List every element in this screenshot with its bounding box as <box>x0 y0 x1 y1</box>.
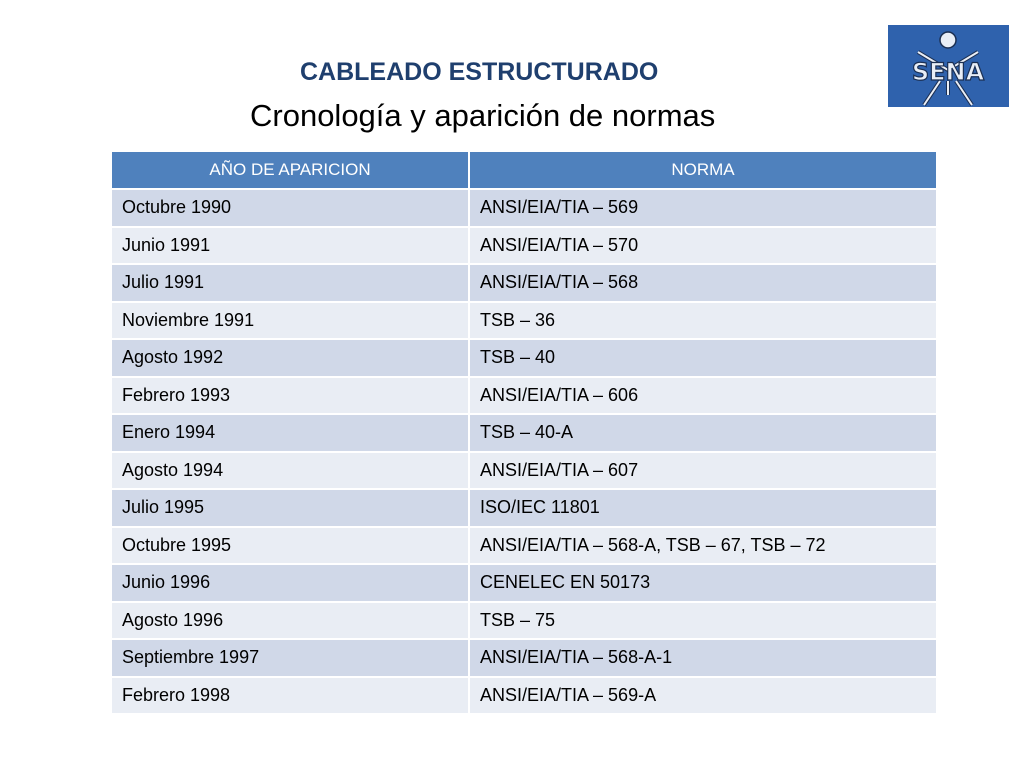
header-year: AÑO DE APARICION <box>112 152 469 189</box>
table-row <box>112 414 936 452</box>
cell-norm: TSB – 40 <box>469 339 936 377</box>
cell-year: Enero 1994 <box>112 414 469 452</box>
cell-year: Septiembre 1997 <box>112 639 469 677</box>
cell-year: Febrero 1993 <box>112 377 469 415</box>
sena-logo-icon <box>888 25 1009 107</box>
cell-norm: ANSI/EIA/TIA – 569 <box>469 189 936 227</box>
cell-norm: TSB – 36 <box>469 302 936 340</box>
cell-norm: TSB – 40-A <box>469 414 936 452</box>
cell-norm: ANSI/EIA/TIA – 607 <box>469 452 936 490</box>
cell-norm: ISO/IEC 11801 <box>469 489 936 527</box>
header-norm: NORMA <box>469 152 936 189</box>
cell-norm: TSB – 75 <box>469 602 936 640</box>
cell-year: Agosto 1996 <box>112 602 469 640</box>
cell-year: Julio 1995 <box>112 489 469 527</box>
table-row <box>112 189 936 227</box>
cell-norm: ANSI/EIA/TIA – 568 <box>469 264 936 302</box>
cell-year: Junio 1996 <box>112 564 469 602</box>
cell-norm: CENELEC EN 50173 <box>469 564 936 602</box>
cell-norm: ANSI/EIA/TIA – 570 <box>469 227 936 265</box>
slide-title: CABLEADO ESTRUCTURADO <box>300 58 659 86</box>
cell-norm: ANSI/EIA/TIA – 568-A-1 <box>469 639 936 677</box>
cell-year: Agosto 1992 <box>112 339 469 377</box>
cell-norm: ANSI/EIA/TIA – 568-A, TSB – 67, TSB – 72 <box>469 527 936 565</box>
table-row <box>112 452 936 490</box>
table-row <box>112 227 936 265</box>
table-row <box>112 489 936 527</box>
slide-subtitle: Cronología y aparición de normas <box>250 98 716 133</box>
cell-year: Febrero 1998 <box>112 677 469 715</box>
cell-year: Octubre 1995 <box>112 527 469 565</box>
cell-norm: ANSI/EIA/TIA – 569-A <box>469 677 936 715</box>
cell-year: Junio 1991 <box>112 227 469 265</box>
cell-year: Noviembre 1991 <box>112 302 469 340</box>
logo-text: SENA <box>911 58 985 86</box>
table-row <box>112 339 936 377</box>
table-row <box>112 639 936 677</box>
table-header-row <box>112 152 936 189</box>
table-row <box>112 527 936 565</box>
cell-norm: ANSI/EIA/TIA – 606 <box>469 377 936 415</box>
table-row <box>112 302 936 340</box>
table-row <box>112 264 936 302</box>
norms-table <box>112 152 936 715</box>
table-row <box>112 602 936 640</box>
table-row <box>112 677 936 715</box>
cell-year: Octubre 1990 <box>112 189 469 227</box>
table-row <box>112 564 936 602</box>
sena-logo <box>888 25 1009 107</box>
cell-year: Julio 1991 <box>112 264 469 302</box>
cell-year: Agosto 1994 <box>112 452 469 490</box>
table-row <box>112 377 936 415</box>
